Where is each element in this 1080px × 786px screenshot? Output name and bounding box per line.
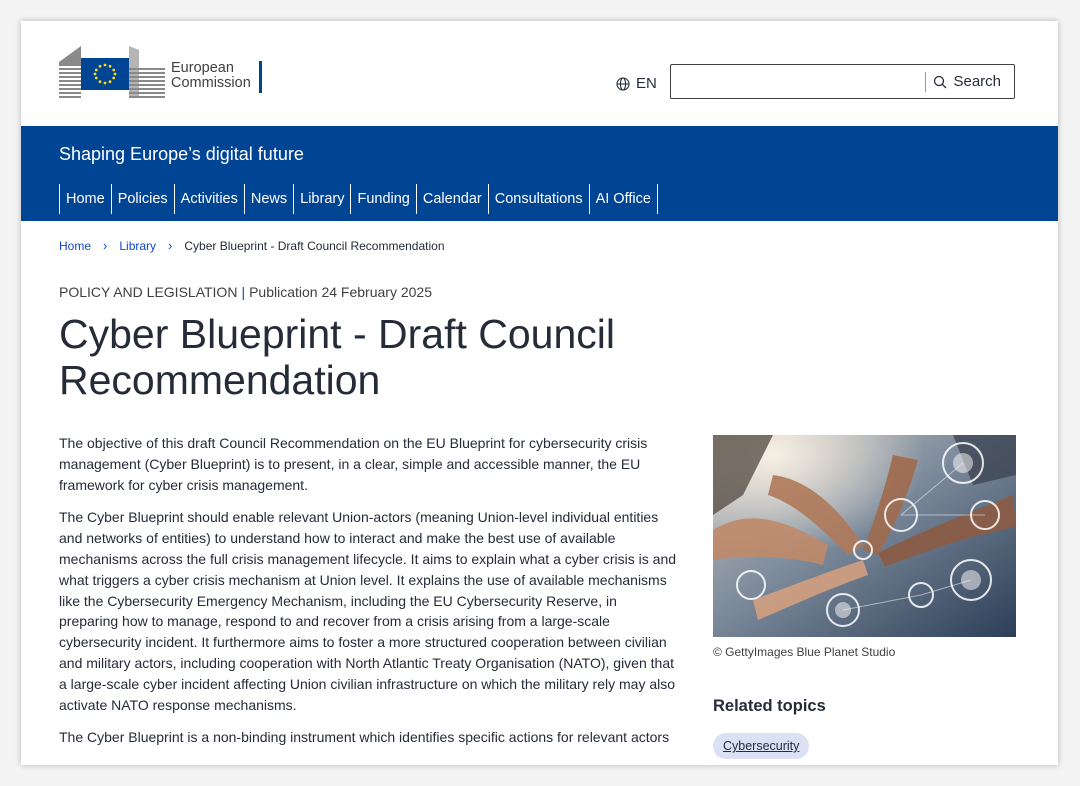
paragraph: The objective of this draft Council Recommendation on the EU Blueprint for cybersecurity crisis management (Cyber Blueprint) is to present, in a clear, simple and accessible manner, the EU framework for cyber crisis management. [59, 435, 648, 493]
breadcrumb-current: Cyber Blueprint - Draft Council Recommendation [184, 238, 445, 253]
image-caption: © GettyImages Blue Planet Studio [713, 645, 896, 659]
logo-line-2: Commission [171, 75, 251, 91]
site-header [21, 21, 1058, 126]
language-code: EN [636, 75, 657, 92]
eu-flag-icon [81, 58, 129, 90]
logo-stripes-icon [59, 46, 81, 98]
search-icon [933, 75, 947, 89]
site-name[interactable]: Shaping Europe’s digital future [59, 144, 304, 164]
article-image [713, 435, 1016, 637]
browser-page [21, 21, 1058, 765]
nav-item-policies[interactable]: Policies [111, 184, 174, 214]
page-meta [59, 284, 432, 300]
nav-item-home[interactable]: Home [59, 184, 111, 214]
nav-item-activities[interactable]: Activities [174, 184, 244, 214]
content-category: POLICY AND LEGISLATION [59, 284, 238, 300]
european-commission-logo[interactable] [59, 46, 262, 98]
meta-divider: | [241, 284, 246, 300]
nav-item-consultations[interactable]: Consultations [488, 184, 589, 214]
paragraph: The Cyber Blueprint should enable relevant Union-actors (meaning Union-level individual entities and networks of entities) to understand how to interact and make the best use of available mechanisms across the full crisis management lifecycle. It aims to explain what a cyber crisis is and what triggers a cyber crisis mechanism at Union level. It explains the use of available mechanisms like the Cybersecurity Emergency Mechanism, including the EU Cybersecurity Reserve, in preparing how to manage, respond to and recover from a crisis arising from a large-scale cybersecurity incident. It furthermore aims to foster a more structured cooperation between civilian and military actors, including cooperation with North Atlantic Treaty Organisation (NATO), given that a large-scale cyber incident affecting Union civilian infrastructure on which the military rely may also activate NATO response mechanisms. [59, 509, 677, 713]
related-topic-tag[interactable]: Cybersecurity [713, 733, 809, 759]
paragraph: The Cyber Blueprint is a non-binding instrument which identifies specific actions for relevant actors [59, 729, 670, 746]
chevron-right-icon: › [103, 238, 108, 253]
search-field[interactable] [670, 64, 1015, 99]
logo-line-1: European [171, 60, 234, 76]
site-banner [21, 126, 1058, 221]
globe-icon [616, 77, 630, 91]
search-button[interactable] [921, 65, 1014, 98]
article-body [59, 433, 679, 760]
main-navigation [59, 184, 658, 214]
search-button-label: Search [953, 73, 1001, 90]
language-selector[interactable] [616, 75, 657, 92]
nav-item-ai-office[interactable]: AI Office [589, 184, 658, 214]
page-title: Cyber Blueprint - Draft Council Recommendation [59, 311, 615, 403]
nav-item-news[interactable]: News [244, 184, 293, 214]
publication-date: Publication 24 February 2025 [249, 284, 432, 300]
nav-item-calendar[interactable]: Calendar [416, 184, 488, 214]
nav-item-library[interactable]: Library [293, 184, 350, 214]
related-topics-heading: Related topics [713, 697, 826, 715]
breadcrumb-library[interactable]: Library [119, 238, 157, 253]
logo-text [171, 61, 262, 93]
breadcrumb [59, 238, 445, 253]
nav-item-funding[interactable]: Funding [350, 184, 415, 214]
chevron-right-icon: › [168, 238, 173, 253]
breadcrumb-home[interactable]: Home [59, 238, 92, 253]
logo-stripes-icon [129, 46, 165, 98]
search-input[interactable] [679, 71, 923, 93]
